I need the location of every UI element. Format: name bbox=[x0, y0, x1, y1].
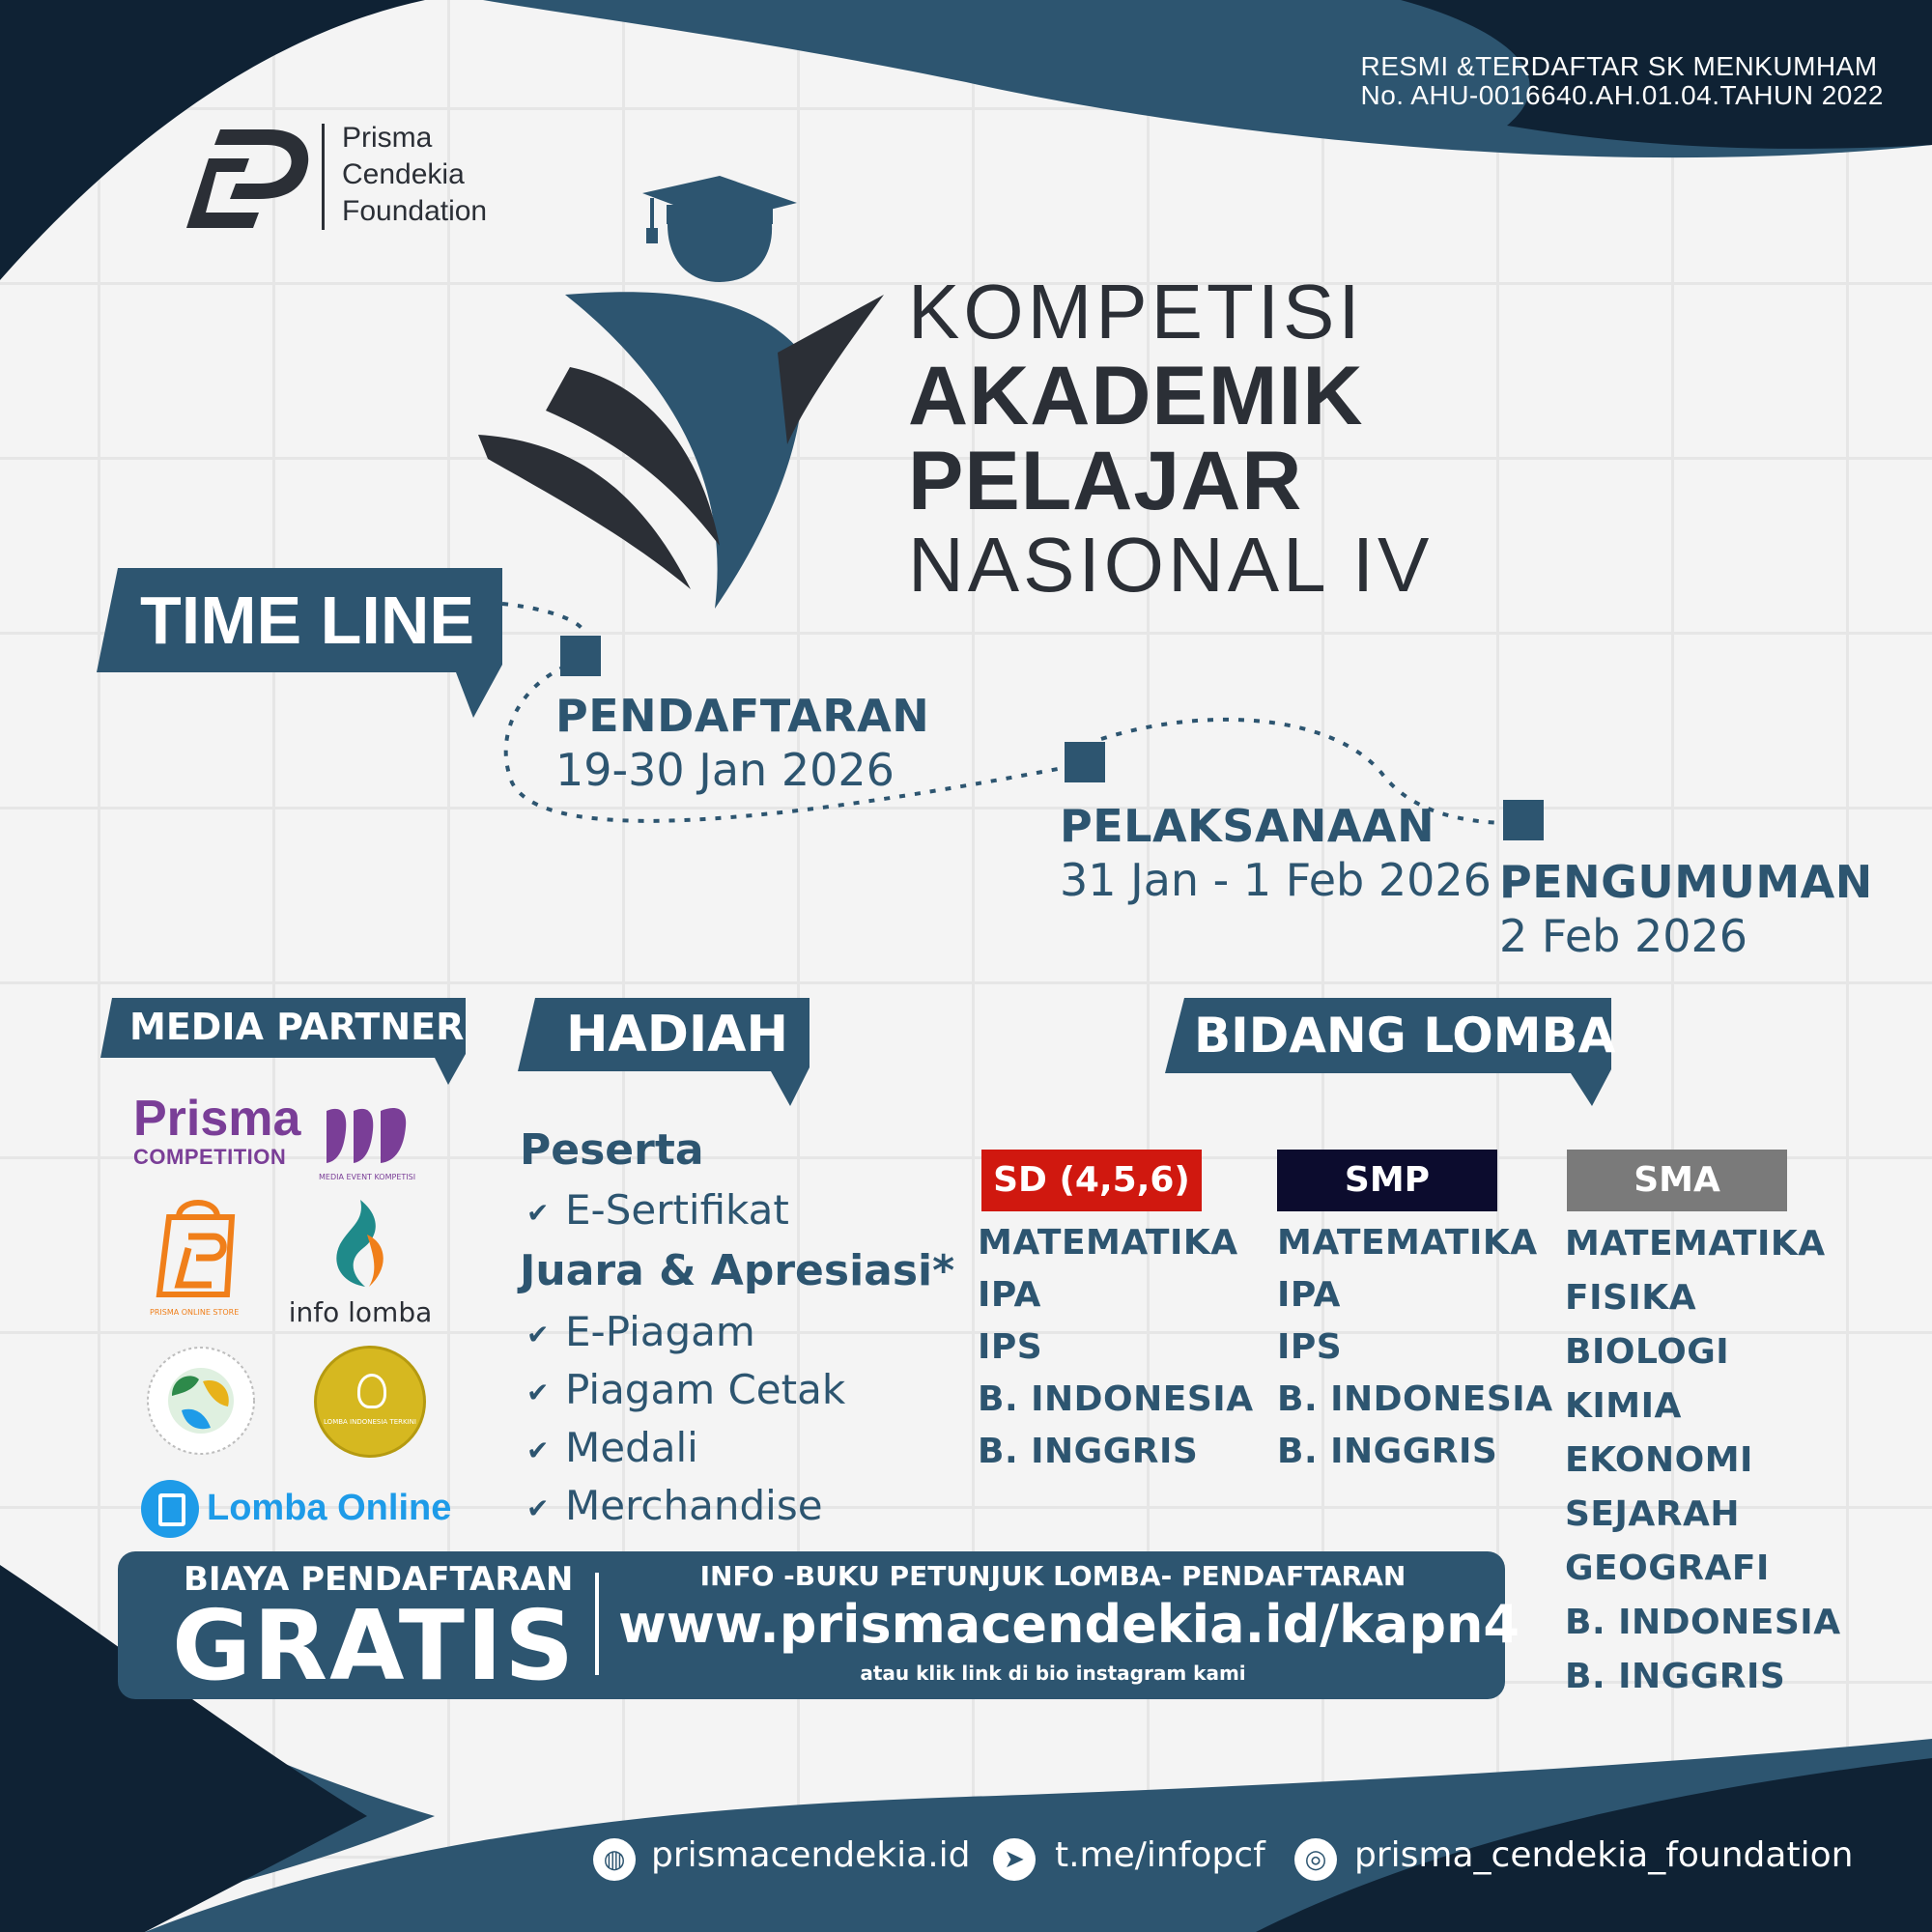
prize-item-label: Piagam Cetak bbox=[565, 1366, 846, 1413]
prize-item-label: Merchandise bbox=[565, 1482, 823, 1529]
check-icon: ✔ bbox=[526, 1435, 550, 1466]
contact-instagram[interactable]: prisma_cendekia_foundation bbox=[1354, 1835, 1854, 1875]
fee-divider bbox=[595, 1573, 599, 1675]
subject-list-sd bbox=[978, 1217, 1254, 1478]
partner-prisma-sub: COMPETITION bbox=[133, 1145, 287, 1169]
subject-item: B. INDONESIA bbox=[1565, 1603, 1841, 1642]
timeline-date-announcement: 2 Feb 2026 bbox=[1499, 910, 1748, 962]
timeline-label-registration: PENDAFTARAN bbox=[555, 690, 930, 742]
subject-item: B. INGGRIS bbox=[1277, 1432, 1498, 1471]
subject-item: FISIKA bbox=[1565, 1278, 1697, 1318]
subject-item: IPA bbox=[978, 1275, 1041, 1315]
subject-item: IPS bbox=[1277, 1327, 1343, 1367]
timeline-label-execution: PELAKSANAAN bbox=[1060, 800, 1435, 852]
subject-item: EKONOMI bbox=[1565, 1440, 1753, 1480]
title-line-1: KOMPETISI bbox=[908, 269, 1364, 355]
title-line-2: AKADEMIK bbox=[908, 350, 1364, 442]
timeline-marker-execution bbox=[1065, 742, 1105, 782]
info-label: INFO -BUKU PETUNJUK LOMBA- PENDAFTARAN bbox=[699, 1560, 1406, 1592]
partner-store-caption: PRISMA ONLINE STORE bbox=[150, 1308, 240, 1317]
subject-item: B. INGGRIS bbox=[1565, 1657, 1786, 1696]
prize-item bbox=[526, 1308, 755, 1355]
subject-list-smp bbox=[1277, 1217, 1553, 1478]
fee-label: BIAYA PENDAFTARAN bbox=[184, 1560, 574, 1599]
partner-logo-info-lomba bbox=[288, 1196, 433, 1328]
prize-item bbox=[526, 1424, 698, 1471]
prizes-heading: HADIAH bbox=[566, 1006, 789, 1064]
partner-prisma-name: Prisma bbox=[133, 1091, 301, 1147]
timeline-marker-announcement bbox=[1503, 800, 1544, 840]
level-chip-sd: SD (4,5,6) bbox=[981, 1150, 1202, 1211]
check-icon: ✔ bbox=[526, 1492, 550, 1524]
subject-item: MATEMATIKA bbox=[1565, 1224, 1826, 1264]
prize-item bbox=[526, 1482, 823, 1529]
subject-item: KIMIA bbox=[1565, 1386, 1682, 1426]
telegram-icon: ➤ bbox=[993, 1838, 1036, 1881]
subject-item: IPS bbox=[978, 1327, 1043, 1367]
contact-telegram[interactable]: t.me/infopcf bbox=[1055, 1835, 1265, 1875]
partner-logo-prisma-competition bbox=[133, 1092, 307, 1169]
check-icon: ✔ bbox=[526, 1319, 550, 1350]
title-line-3: PELAJAR bbox=[908, 435, 1303, 527]
partner-logo-media-event bbox=[319, 1101, 415, 1181]
info-note: atau klik link di bio instagram kami bbox=[860, 1662, 1246, 1685]
partner-logo-lomba-indonesia bbox=[314, 1346, 426, 1458]
subject-item: IPA bbox=[1277, 1275, 1341, 1315]
timeline-date-registration: 19-30 Jan 2026 bbox=[555, 744, 895, 796]
org-name-line-3: Foundation bbox=[342, 195, 488, 227]
subject-item: B. INDONESIA bbox=[1277, 1379, 1553, 1419]
title-line-4: NASIONAL IV bbox=[908, 522, 1434, 608]
timeline-date-execution: 31 Jan - 1 Feb 2026 bbox=[1060, 854, 1492, 906]
lomba-online-icon bbox=[141, 1480, 199, 1538]
subject-item: SEJARAH bbox=[1565, 1494, 1740, 1534]
fields-banner bbox=[1165, 998, 1616, 1106]
subject-item: B. INDONESIA bbox=[978, 1379, 1254, 1419]
lightbulb-icon bbox=[357, 1374, 386, 1408]
prize-item bbox=[526, 1366, 845, 1413]
fields-heading: BIDANG LOMBA bbox=[1194, 1008, 1616, 1064]
partner-logo-prisma-store bbox=[150, 1198, 246, 1317]
subject-item: B. INGGRIS bbox=[978, 1432, 1199, 1471]
org-name-line-2: Cendekia bbox=[342, 158, 465, 190]
media-partner-heading: MEDIA PARTNER bbox=[129, 1006, 465, 1048]
subject-item: MATEMATIKA bbox=[1277, 1223, 1538, 1263]
prize-group-winner: Juara & Apresiasi* bbox=[520, 1246, 955, 1295]
partner-info-lomba-text: info lomba bbox=[288, 1296, 433, 1328]
contact-website[interactable]: prismacendekia.id bbox=[651, 1835, 971, 1875]
instagram-icon: ◎ bbox=[1294, 1838, 1337, 1881]
globe-seal-icon bbox=[143, 1343, 259, 1459]
registration-link[interactable]: www.prismacendekia.id/kapn4 bbox=[618, 1594, 1520, 1655]
level-chip-smp: SMP bbox=[1277, 1150, 1497, 1211]
prize-item-label: E-Piagam bbox=[565, 1308, 755, 1355]
subject-item: BIOLOGI bbox=[1565, 1332, 1730, 1372]
media-partner-banner bbox=[100, 998, 468, 1085]
globe-icon: ◍ bbox=[593, 1838, 636, 1881]
legal-line-1: RESMI &TERDAFTAR SK MENKUMHAM bbox=[1360, 51, 1878, 81]
subject-list-sma bbox=[1565, 1217, 1841, 1704]
prizes-banner bbox=[518, 998, 810, 1106]
prize-item-label: Medali bbox=[565, 1424, 698, 1471]
partner-media-event-caption: MEDIA EVENT KOMPETISI bbox=[319, 1173, 416, 1181]
prize-item bbox=[526, 1186, 789, 1234]
level-chip-sma: SMA bbox=[1567, 1150, 1787, 1211]
media-event-icon bbox=[319, 1101, 415, 1169]
online-store-bag-icon bbox=[150, 1198, 246, 1304]
partner-lomba-indonesia-caption: LOMBA INDONESIA TERKINI bbox=[324, 1418, 416, 1426]
org-name-line-1: Prisma bbox=[342, 122, 433, 154]
info-lomba-flame-icon bbox=[288, 1196, 433, 1293]
check-icon: ✔ bbox=[526, 1377, 550, 1408]
subject-item: GEOGRAFI bbox=[1565, 1548, 1770, 1588]
fee-value: GRATIS bbox=[172, 1589, 577, 1702]
check-icon: ✔ bbox=[526, 1197, 550, 1229]
timeline-heading: TIME LINE bbox=[140, 582, 475, 658]
legal-line-2: No. AHU-0016640.AH.01.04.TAHUN 2022 bbox=[1360, 80, 1884, 110]
prize-group-participant: Peserta bbox=[520, 1125, 704, 1175]
timeline-label-announcement: PENGUMUMAN bbox=[1499, 856, 1873, 908]
subject-item: MATEMATIKA bbox=[978, 1223, 1238, 1263]
partner-lomba-online-text: Lomba Online bbox=[207, 1488, 452, 1528]
prize-item-label: E-Sertifikat bbox=[565, 1186, 789, 1234]
timeline-banner bbox=[97, 568, 502, 674]
timeline-marker-registration bbox=[560, 636, 601, 676]
